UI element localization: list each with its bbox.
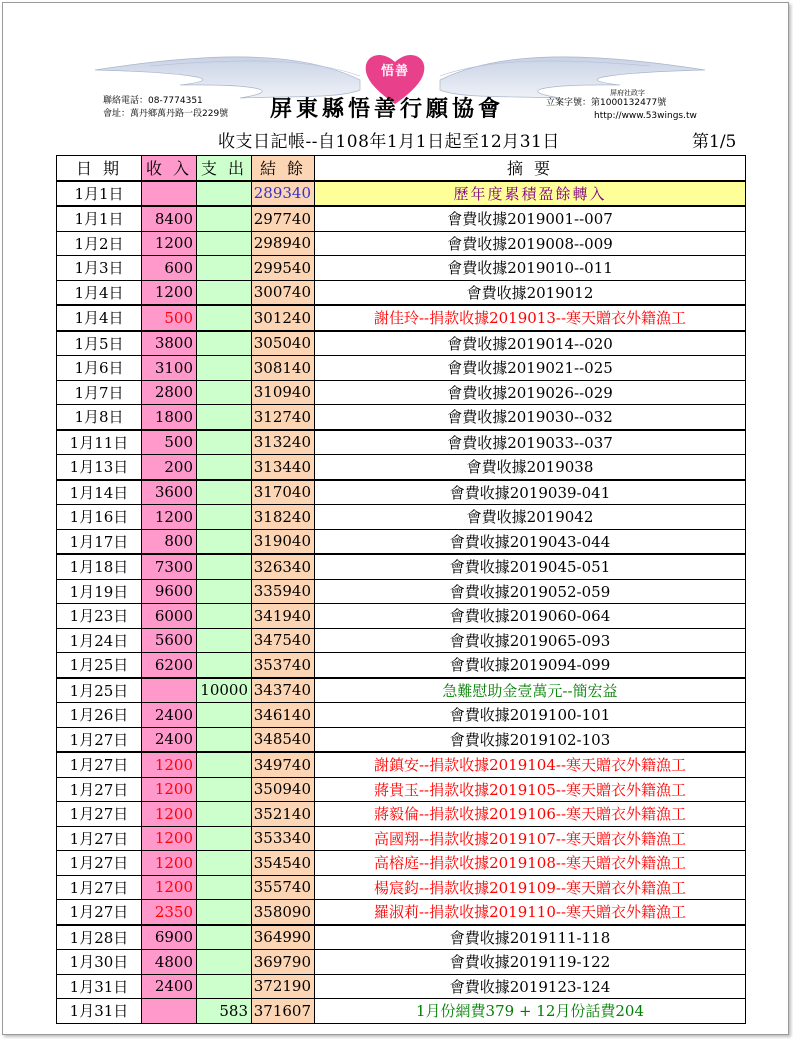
income-cell: 500 [142, 305, 197, 331]
income-cell: 800 [142, 529, 197, 554]
table-row [57, 356, 746, 381]
expense-cell [197, 925, 252, 950]
date-cell: 1月27日 [57, 727, 142, 752]
expense-cell [197, 604, 252, 629]
date-cell: 1月27日 [57, 802, 142, 827]
description-cell: 羅淑莉--捐款收據2019110--寒天贈衣外籍漁工 [315, 900, 746, 925]
description-cell: 會費收據2019039-041 [315, 480, 746, 505]
registration-number: 立案字號：第1000132477號 [546, 98, 667, 108]
income-cell [142, 181, 197, 207]
table-row [57, 875, 746, 900]
description-cell: 會費收據2019052-059 [315, 579, 746, 604]
balance-cell: 326340 [252, 554, 315, 579]
description-cell: 會費收據2019042 [315, 505, 746, 530]
description-cell: 會費收據2019060-064 [315, 604, 746, 629]
income-cell: 1200 [142, 875, 197, 900]
income-cell: 1200 [142, 802, 197, 827]
expense-cell [197, 628, 252, 653]
date-cell: 1月2日 [57, 231, 142, 256]
balance-cell: 319040 [252, 529, 315, 554]
balance-cell: 317040 [252, 480, 315, 505]
balance-cell: 369790 [252, 950, 315, 975]
table-row [57, 206, 746, 231]
date-cell: 1月19日 [57, 579, 142, 604]
income-cell: 4800 [142, 950, 197, 975]
expense-cell [197, 505, 252, 530]
description-cell: 高榕庭--捐款收據2019108--寒天贈衣外籍漁工 [315, 851, 746, 876]
balance-cell: 353740 [252, 653, 315, 678]
description-cell: 會費收據2019014--020 [315, 331, 746, 356]
logo-text: 悟善 [380, 64, 409, 79]
table-row [57, 802, 746, 827]
date-cell: 1月26日 [57, 703, 142, 728]
table-row [57, 505, 746, 530]
expense-cell [197, 455, 252, 480]
income-cell: 2400 [142, 703, 197, 728]
table-header-row [57, 156, 746, 181]
description-cell: 楊宸鈞--捐款收據2019109--寒天贈衣外籍漁工 [315, 875, 746, 900]
table-row [57, 826, 746, 851]
description-cell: 蔣毅倫--捐款收據2019106--寒天贈衣外籍漁工 [315, 802, 746, 827]
income-cell: 2350 [142, 900, 197, 925]
balance-cell: 349740 [252, 752, 315, 777]
description-cell: 會費收據2019102-103 [315, 727, 746, 752]
balance-cell: 289340 [252, 181, 315, 207]
income-cell: 9600 [142, 579, 197, 604]
expense-cell [197, 305, 252, 331]
date-cell: 1月5日 [57, 331, 142, 356]
expense-cell [197, 653, 252, 678]
address-text: 會址：萬丹鄉萬丹路一段229號 [103, 109, 229, 119]
date-cell: 1月31日 [57, 974, 142, 999]
table-row [57, 678, 746, 703]
table-row [57, 727, 746, 752]
balance-cell: 371607 [252, 999, 315, 1024]
expense-cell [197, 380, 252, 405]
balance-cell: 350940 [252, 777, 315, 802]
date-cell: 1月27日 [57, 826, 142, 851]
expense-cell: 583 [197, 999, 252, 1024]
table-row [57, 950, 746, 975]
income-cell: 5600 [142, 628, 197, 653]
income-cell: 6000 [142, 604, 197, 629]
description-cell: 會費收據2019119-122 [315, 950, 746, 975]
contact-info [103, 95, 228, 121]
balance-cell: 346140 [252, 703, 315, 728]
date-cell: 1月30日 [57, 950, 142, 975]
expense-cell [197, 430, 252, 455]
table-row [57, 653, 746, 678]
description-cell: 會費收據2019038 [315, 455, 746, 480]
balance-cell: 341940 [252, 604, 315, 629]
balance-cell: 348540 [252, 727, 315, 752]
table-row [57, 181, 746, 207]
date-cell: 1月4日 [57, 280, 142, 305]
table-row [57, 628, 746, 653]
expense-cell [197, 480, 252, 505]
date-cell: 1月13日 [57, 455, 142, 480]
table-row [57, 604, 746, 629]
balance-cell: 308140 [252, 356, 315, 381]
balance-cell: 318240 [252, 505, 315, 530]
header-date: 日 期 [57, 156, 142, 181]
phone-text: 聯絡電話：08-7774351 [103, 96, 203, 106]
balance-cell: 372190 [252, 974, 315, 999]
date-cell: 1月1日 [57, 181, 142, 207]
income-cell: 200 [142, 455, 197, 480]
description-cell: 會費收據2019001--007 [315, 206, 746, 231]
date-cell: 1月1日 [57, 206, 142, 231]
date-cell: 1月6日 [57, 356, 142, 381]
description-cell: 急難慰助金壹萬元--簡宏益 [315, 678, 746, 703]
table-row [57, 455, 746, 480]
expense-cell [197, 529, 252, 554]
expense-cell [197, 802, 252, 827]
ledger-body [57, 181, 746, 1024]
header-balance: 結 餘 [252, 156, 315, 181]
table-row [57, 231, 746, 256]
income-cell: 6200 [142, 653, 197, 678]
income-cell: 1200 [142, 505, 197, 530]
balance-cell: 335940 [252, 579, 315, 604]
description-cell: 謝佳玲--捐款收據2019013--寒天贈衣外籍漁工 [315, 305, 746, 331]
income-cell: 3600 [142, 480, 197, 505]
date-cell: 1月3日 [57, 256, 142, 281]
date-cell: 1月27日 [57, 900, 142, 925]
table-row [57, 280, 746, 305]
description-cell: 會費收據2019012 [315, 280, 746, 305]
expense-cell [197, 356, 252, 381]
expense-cell [197, 826, 252, 851]
balance-cell: 352140 [252, 802, 315, 827]
description-cell: 高國翔--捐款收據2019107--寒天贈衣外籍漁工 [315, 826, 746, 851]
expense-cell [197, 280, 252, 305]
balance-cell: 355740 [252, 875, 315, 900]
income-cell: 3800 [142, 331, 197, 356]
table-row [57, 579, 746, 604]
expense-cell [197, 703, 252, 728]
balance-cell: 313240 [252, 430, 315, 455]
expense-cell [197, 554, 252, 579]
expense-cell [197, 875, 252, 900]
description-cell: 會費收據2019030--032 [315, 405, 746, 430]
income-cell: 2400 [142, 727, 197, 752]
description-cell: 會費收據2019045-051 [315, 554, 746, 579]
income-cell: 1200 [142, 851, 197, 876]
balance-cell: 313440 [252, 455, 315, 480]
description-cell: 謝鎮安--捐款收據2019104--寒天贈衣外籍漁工 [315, 752, 746, 777]
date-cell: 1月7日 [57, 380, 142, 405]
expense-cell [197, 206, 252, 231]
income-cell: 1200 [142, 280, 197, 305]
income-cell: 6900 [142, 925, 197, 950]
expense-cell [197, 579, 252, 604]
date-cell: 1月31日 [57, 999, 142, 1024]
income-cell: 1200 [142, 826, 197, 851]
income-cell [142, 678, 197, 703]
balance-cell: 343740 [252, 678, 315, 703]
expense-cell [197, 950, 252, 975]
date-cell: 1月8日 [57, 405, 142, 430]
table-row [57, 925, 746, 950]
header-income: 收 入 [142, 156, 197, 181]
expense-cell [197, 900, 252, 925]
income-cell: 2400 [142, 974, 197, 999]
description-cell: 會費收據2019100-101 [315, 703, 746, 728]
expense-cell: 10000 [197, 678, 252, 703]
table-row [57, 430, 746, 455]
date-cell: 1月4日 [57, 305, 142, 331]
balance-cell: 298940 [252, 231, 315, 256]
table-row [57, 380, 746, 405]
income-cell: 1200 [142, 777, 197, 802]
expense-cell [197, 974, 252, 999]
income-cell: 600 [142, 256, 197, 281]
table-row [57, 529, 746, 554]
table-row [57, 999, 746, 1024]
balance-cell: 310940 [252, 380, 315, 405]
date-cell: 1月27日 [57, 851, 142, 876]
balance-cell: 305040 [252, 331, 315, 356]
expense-cell [197, 752, 252, 777]
description-cell: 會費收據2019026--029 [315, 380, 746, 405]
balance-cell: 301240 [252, 305, 315, 331]
expense-cell [197, 231, 252, 256]
description-cell: 會費收據2019065-093 [315, 628, 746, 653]
date-cell: 1月23日 [57, 604, 142, 629]
date-cell: 1月16日 [57, 505, 142, 530]
date-cell: 1月27日 [57, 875, 142, 900]
income-cell: 1200 [142, 231, 197, 256]
page-title: 收支日記帳--自108年1月1日起至12月31日 [218, 132, 560, 152]
date-cell: 1月17日 [57, 529, 142, 554]
expense-cell [197, 256, 252, 281]
website-text: http://www.53wings.tw [594, 111, 697, 121]
expense-cell [197, 405, 252, 430]
expense-cell [197, 331, 252, 356]
table-row [57, 554, 746, 579]
balance-cell: 354540 [252, 851, 315, 876]
income-cell: 2800 [142, 380, 197, 405]
income-cell: 8400 [142, 206, 197, 231]
table-row [57, 851, 746, 876]
balance-cell: 299540 [252, 256, 315, 281]
table-row [57, 305, 746, 331]
description-cell: 會費收據2019094-099 [315, 653, 746, 678]
page-number: 第1/5 [692, 132, 737, 152]
description-cell: 會費收據2019010--011 [315, 256, 746, 281]
balance-cell: 297740 [252, 206, 315, 231]
balance-cell: 364990 [252, 925, 315, 950]
income-cell: 3100 [142, 356, 197, 381]
table-row [57, 703, 746, 728]
date-cell: 1月27日 [57, 752, 142, 777]
date-cell: 1月27日 [57, 777, 142, 802]
date-cell: 1月11日 [57, 430, 142, 455]
description-cell: 歷年度累積盈餘轉入 [315, 181, 746, 207]
registration-info [546, 97, 697, 123]
table-row [57, 900, 746, 925]
table-row [57, 777, 746, 802]
reg-note: 屏府社政字 [610, 89, 645, 97]
header-expense: 支 出 [197, 156, 252, 181]
balance-cell: 358090 [252, 900, 315, 925]
income-cell: 500 [142, 430, 197, 455]
description-cell: 會費收據2019043-044 [315, 529, 746, 554]
income-cell: 1200 [142, 752, 197, 777]
date-cell: 1月28日 [57, 925, 142, 950]
ledger-table [56, 155, 746, 1024]
description-cell: 會費收據2019123-124 [315, 974, 746, 999]
balance-cell: 347540 [252, 628, 315, 653]
date-cell: 1月25日 [57, 678, 142, 703]
description-cell: 會費收據2019008--009 [315, 231, 746, 256]
date-cell: 1月18日 [57, 554, 142, 579]
description-cell: 蔣貴玉--捐款收據2019105--寒天贈衣外籍漁工 [315, 777, 746, 802]
table-row [57, 752, 746, 777]
income-cell: 1800 [142, 405, 197, 430]
expense-cell [197, 851, 252, 876]
expense-cell [197, 181, 252, 207]
date-cell: 1月14日 [57, 480, 142, 505]
description-cell: 會費收據2019111-118 [315, 925, 746, 950]
expense-cell [197, 727, 252, 752]
table-row [57, 331, 746, 356]
income-cell: 7300 [142, 554, 197, 579]
description-cell: 會費收據2019021--025 [315, 356, 746, 381]
table-row [57, 256, 746, 281]
expense-cell [197, 777, 252, 802]
date-cell: 1月24日 [57, 628, 142, 653]
date-cell: 1月25日 [57, 653, 142, 678]
balance-cell: 353340 [252, 826, 315, 851]
income-cell [142, 999, 197, 1024]
balance-cell: 300740 [252, 280, 315, 305]
balance-cell: 312740 [252, 405, 315, 430]
table-row [57, 480, 746, 505]
description-cell: 1月份網費379 + 12月份話費204 [315, 999, 746, 1024]
table-row [57, 974, 746, 999]
header-description: 摘 要 [315, 156, 746, 181]
description-cell: 會費收據2019033--037 [315, 430, 746, 455]
table-row [57, 405, 746, 430]
org-name: 屏東縣悟善行願協會 [270, 96, 505, 122]
